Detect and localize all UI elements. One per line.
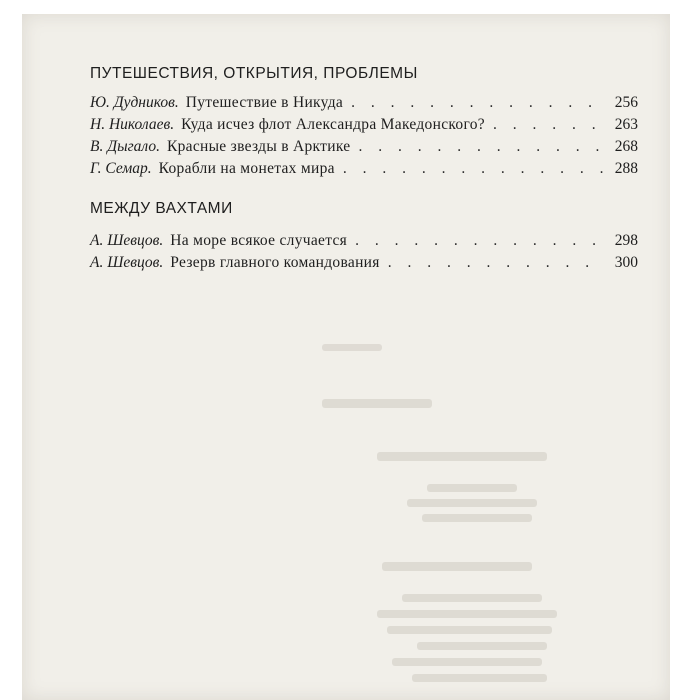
book-page: [22, 14, 670, 700]
section-title-travels: ПУТЕШЕСТВИЯ, ОТКРЫТИЯ, ПРОБЛЕМЫ: [90, 65, 418, 82]
toc-entry: [90, 94, 638, 116]
section-title-between-watches: МЕЖДУ ВАХТАМИ: [90, 200, 233, 217]
entry-author: Г. Семар.: [90, 160, 152, 177]
entry-page-number: 288: [614, 160, 638, 177]
entry-title: Путешествие в Никуда: [185, 94, 344, 111]
dot-leader: [493, 116, 606, 134]
entry-author: В. Дыгало.: [90, 138, 160, 155]
dot-leader: [355, 232, 606, 250]
entry-title: Куда исчез флот Александра Македонского?: [181, 116, 485, 133]
toc-entry: [90, 232, 638, 254]
entry-author: Н. Николаев.: [90, 116, 175, 133]
entry-page-number: 300: [614, 254, 638, 271]
entry-page-number: 263: [614, 116, 638, 133]
entry-page-number: 256: [614, 94, 638, 111]
toc-entry: [90, 138, 638, 160]
toc-entry: [90, 116, 638, 138]
dot-leader: [388, 254, 606, 272]
entry-title: На море всякое случается: [170, 232, 348, 249]
dot-leader: [351, 94, 606, 112]
entry-title: Корабли на монетах мира: [158, 160, 335, 177]
entry-page-number: 268: [614, 138, 638, 155]
entry-page-number: 298: [614, 232, 638, 249]
entry-author: Ю. Дудников.: [90, 94, 179, 111]
toc-entry: [90, 254, 638, 276]
toc-entry: [90, 160, 638, 182]
dot-leader: [343, 160, 606, 178]
entry-author: А. Шевцов.: [90, 254, 164, 271]
dot-leader: [358, 138, 606, 156]
entry-title: Красные звезды в Арктике: [166, 138, 351, 155]
entry-title: Резерв главного командования: [170, 254, 380, 271]
entry-author: А. Шевцов.: [90, 232, 164, 249]
